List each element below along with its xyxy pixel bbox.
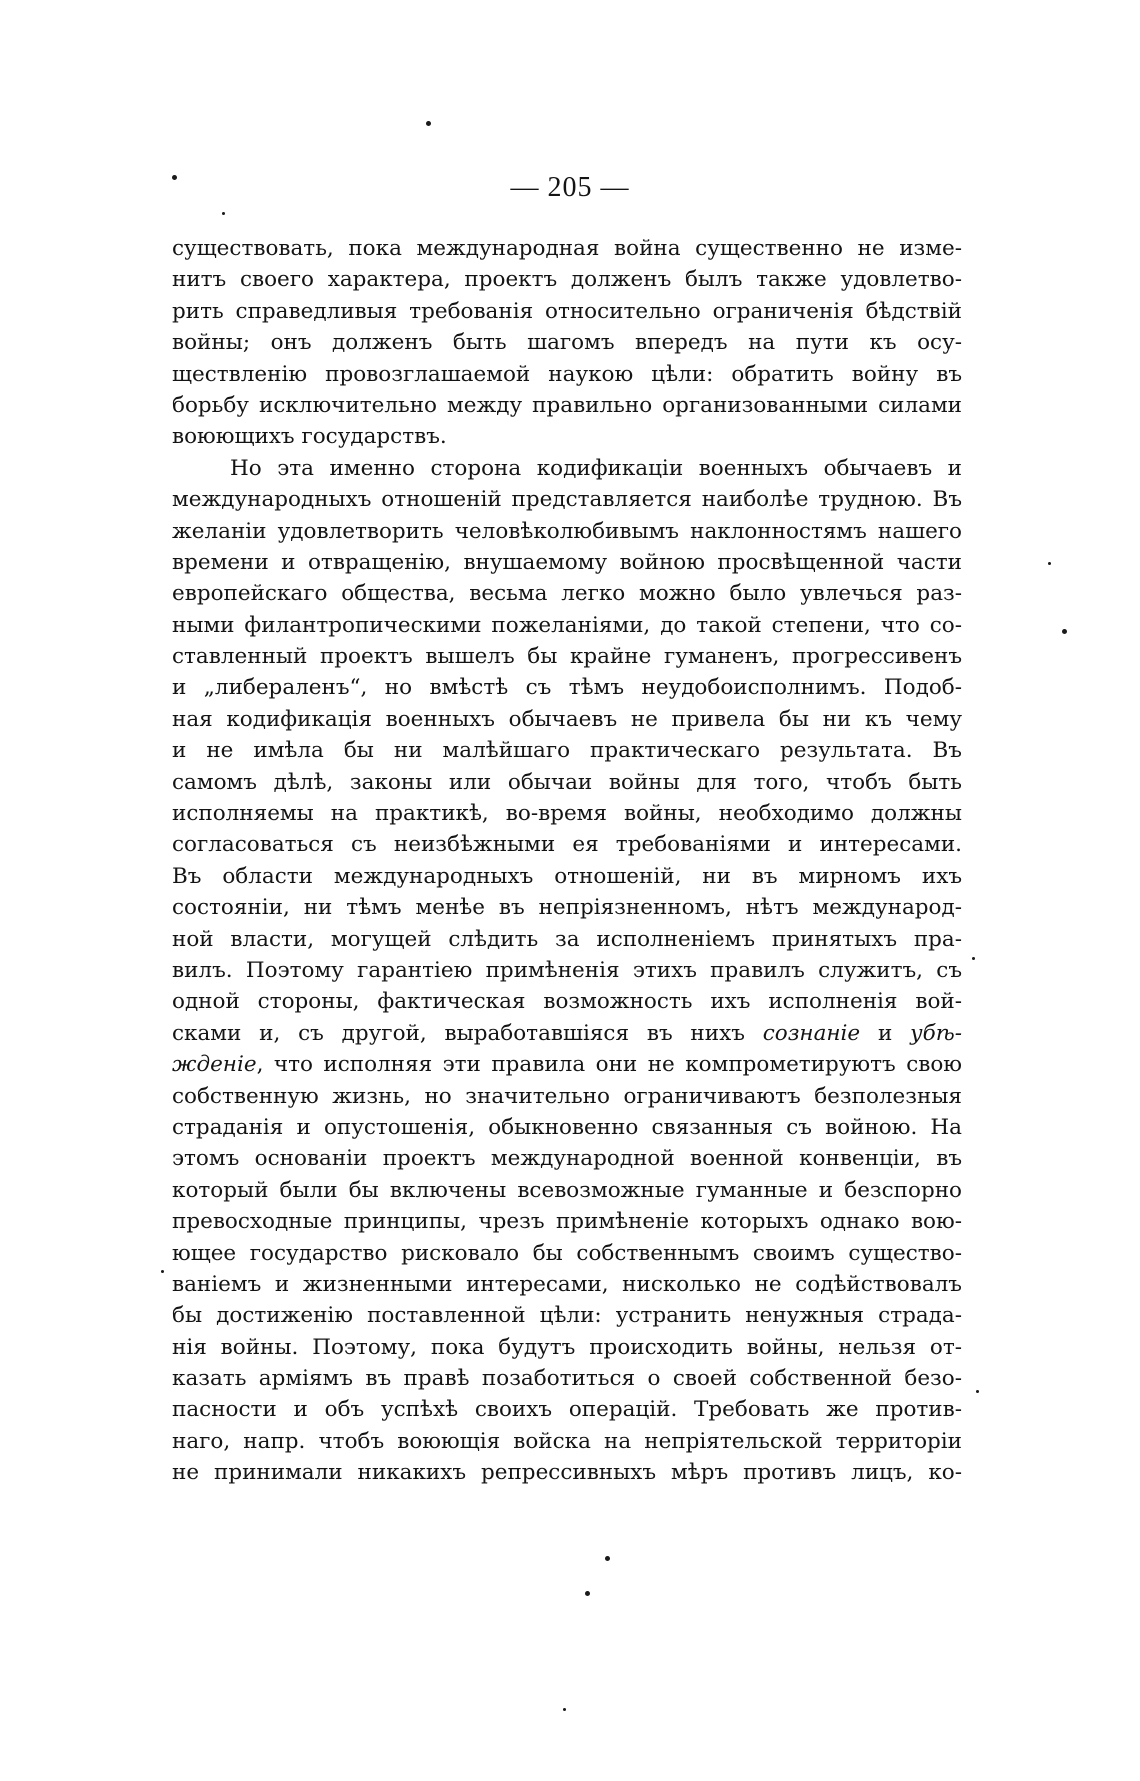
- text-line: бы достиженію поставленной цѣли: устранить ненужныя страда-: [172, 1303, 962, 1329]
- text-line: вилъ. Поэтому гарантіею примѣненія этихъ правилъ служитъ, съ: [172, 957, 962, 983]
- print-speck: [1062, 629, 1067, 634]
- print-speck: [1048, 562, 1051, 565]
- text-line: ществленію провозглашаемой наукою цѣли: обратить войну въ: [172, 361, 962, 387]
- text-line: ющее государство рисковало бы собственнымъ своимъ существо-: [172, 1240, 962, 1266]
- print-speck: [585, 1591, 590, 1596]
- text-line: и не имѣла бы ни малѣйшаго практическаго результата. Въ: [172, 738, 962, 764]
- text-line: желаніи удовлетворить человѣколюбивымъ наклонностямъ нашего: [172, 518, 962, 544]
- text-line: превосходные принципы, чрезъ примѣненіе которыхъ однако вою-: [172, 1209, 962, 1235]
- text-line: Но эта именно сторона кодификаціи военныхъ обычаевъ и: [230, 455, 962, 481]
- text-line: борьбу исключительно между правильно организованными силами: [172, 392, 962, 418]
- text-line-mixed: [172, 1049, 962, 1080]
- paragraph: [172, 233, 962, 453]
- text-line: европейскаго общества, весьма легко можно было увлечься раз-: [172, 581, 962, 607]
- text-line: согласоваться съ неизбѣжными ея требованіями и интересами.: [172, 832, 962, 858]
- text-run: сками и, съ другой, выработавшіяся въ нихъ: [172, 1020, 745, 1046]
- page-number: — 205 —: [510, 172, 630, 203]
- print-speck: [563, 1708, 566, 1711]
- print-speck: [426, 121, 431, 126]
- italic-word: жденіе: [172, 1052, 257, 1078]
- text-line: который были бы включены всевозможные гуманные и безспорно: [172, 1177, 962, 1203]
- text-line: ставленный проектъ вышелъ бы крайне гуманенъ, прогрессивенъ: [172, 644, 962, 670]
- text-run: , что исполняя эти правила они не компрометируютъ свою: [256, 1052, 962, 1078]
- text-line-mixed: [172, 1018, 962, 1049]
- text-line: самомъ дѣлѣ, законы или обычаи войны для того, чтобъ быть: [172, 769, 962, 795]
- text-line: воюющихъ государствъ.: [172, 424, 447, 450]
- text-line: ваніемъ и жизненными интересами, нисколько не содѣйствовалъ: [172, 1271, 962, 1297]
- print-speck: [222, 212, 225, 215]
- print-speck: [605, 1556, 610, 1561]
- text-line: Въ области международныхъ отношеній, ни въ мирномъ ихъ: [172, 863, 962, 889]
- text-line: одной стороны, фактическая возможность ихъ исполненія вой-: [172, 989, 962, 1015]
- text-line: международныхъ отношеній представляется наиболѣе трудною. Въ: [172, 487, 962, 513]
- text-line: времени и отвращенію, внушаемому войною просвѣщенной части: [172, 549, 962, 575]
- text-line: состояніи, ни тѣмъ менѣе въ непріязненномъ, нѣтъ международ-: [172, 895, 962, 921]
- text-run: и: [877, 1020, 893, 1046]
- print-speck: [976, 1390, 979, 1393]
- text-line: этомъ основаніи проектъ международной военной конвенціи, въ: [172, 1146, 962, 1172]
- text-line: пасности и объ успѣхѣ своихъ операцій. Требовать же против-: [172, 1397, 962, 1423]
- text-line: и „либераленъ“, но вмѣстѣ съ тѣмъ неудобоисполнимъ. Подоб-: [172, 675, 962, 701]
- italic-word: сознаніе: [762, 1020, 861, 1046]
- text-line: ная кодификація военныхъ обычаевъ не привела бы ни къ чему: [172, 706, 962, 732]
- text-line: ной власти, могущей слѣдить за исполненіемъ принятыхъ пра-: [172, 926, 962, 952]
- text-line: страданія и опустошенія, обыкновенно связанныя съ войною. На: [172, 1114, 962, 1140]
- text-line: наго, напр. чтобъ воюющія войска на непріятельской территоріи: [172, 1428, 962, 1454]
- text-line: нитъ своего характера, проектъ долженъ былъ также удовлетво-: [172, 267, 962, 293]
- text-line: ными филантропическими пожеланіями, до такой степени, что со-: [172, 612, 962, 638]
- italic-word: убѣ-: [910, 1020, 962, 1046]
- text-line: казать арміямъ въ правѣ позаботиться о своей собственной безо-: [172, 1366, 962, 1392]
- text-line: войны; онъ долженъ быть шагомъ впередъ на пути къ осу-: [172, 330, 962, 356]
- paragraph: [172, 453, 962, 1489]
- text-line: собственную жизнь, но значительно ограничиваютъ безполезныя: [172, 1083, 962, 1109]
- print-speck: [161, 1270, 164, 1273]
- text-line: нія войны. Поэтому, пока будутъ происходить войны, нельзя от-: [172, 1334, 962, 1360]
- body-text: [172, 233, 962, 1489]
- text-line: не принимали никакихъ репрессивныхъ мѣръ противъ лицъ, ко-: [172, 1460, 962, 1486]
- text-line: рить справедливыя требованія относительно ограниченія бѣдствій: [172, 298, 962, 324]
- text-line: исполняемы на практикѣ, во-время войны, необходимо должны: [172, 801, 962, 827]
- text-line: существовать, пока международная война существенно не изме-: [172, 236, 962, 261]
- print-speck: [972, 957, 975, 960]
